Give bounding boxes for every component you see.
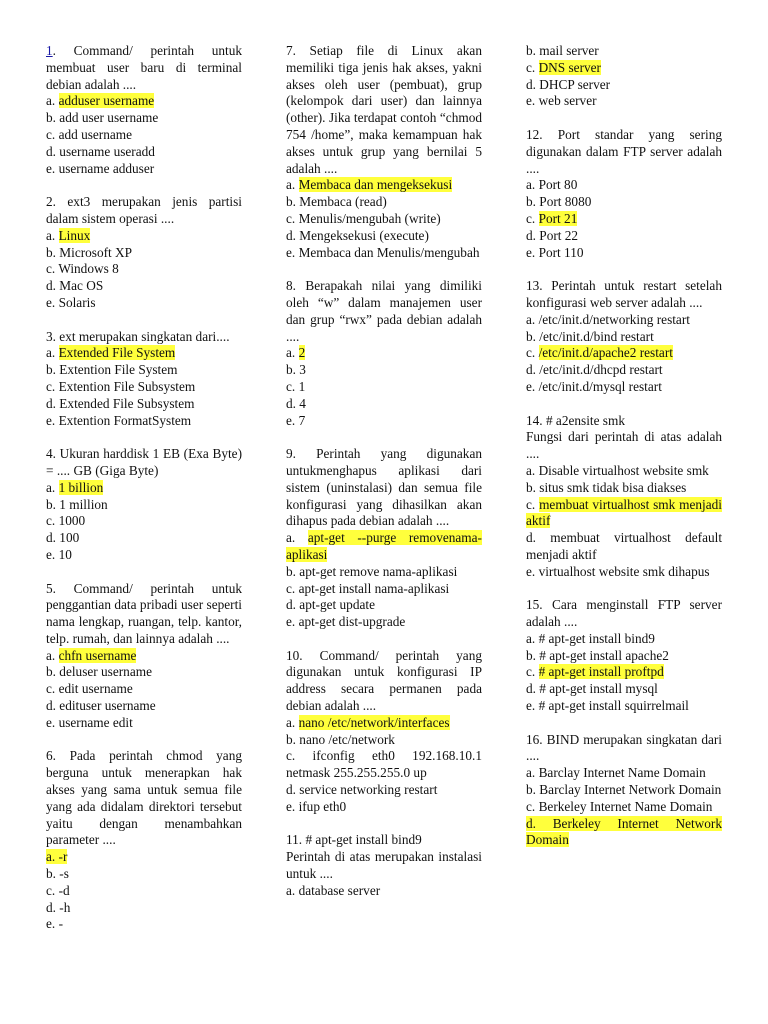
answer-option	[526, 799, 722, 816]
option-prefix: d.	[286, 395, 300, 411]
question-text: 15. Cara menginstall FTP server adalah ....	[526, 597, 722, 630]
option-prefix: c.	[286, 580, 299, 596]
answer-option	[526, 816, 722, 850]
question-stem	[46, 194, 242, 228]
answer-option	[46, 715, 242, 732]
question-block	[46, 446, 242, 564]
answer-option	[286, 597, 482, 614]
highlighted-answer: adduser username	[58, 93, 155, 109]
question-text: 8. Berapakah nilai yang dimiliki oleh “w” dalam manajemen user dan grup “rwx” pada debian adalah ....	[286, 278, 482, 344]
answer-option	[286, 396, 482, 413]
option-text: apt-get remove nama-aplikasi	[299, 563, 458, 579]
option-text: # apt-get install bind9	[538, 630, 655, 646]
option-prefix: d.	[46, 530, 60, 546]
question-text: 4. Ukuran harddisk 1 EB (Exa Byte) = .... GB (Giga Byte)	[46, 446, 242, 478]
answer-option	[286, 194, 482, 211]
question-stem	[46, 43, 242, 93]
option-prefix: e.	[46, 714, 59, 730]
question-text: 2. ext3 merupakan jenis partisi dalam sistem operasi ....	[46, 194, 242, 226]
option-prefix: e.	[46, 546, 59, 562]
answer-option	[46, 93, 242, 110]
question-block	[46, 43, 242, 177]
answer-option	[46, 547, 242, 564]
highlighted-answer: chfn username	[58, 647, 137, 663]
question-stem	[286, 648, 482, 715]
answer-option	[46, 480, 242, 497]
option-prefix: e.	[286, 798, 299, 814]
option-text: Solaris	[58, 294, 96, 310]
question-stem	[526, 413, 722, 463]
answer-option	[526, 329, 722, 346]
option-prefix: c.	[286, 378, 299, 394]
option-text: # apt-get install apache2	[539, 647, 669, 663]
answer-option	[46, 362, 242, 379]
option-prefix: c.	[46, 513, 59, 529]
answer-option	[526, 463, 722, 480]
answer-option	[46, 413, 242, 430]
answer-option	[286, 799, 482, 816]
question-stem	[286, 278, 482, 345]
option-prefix: b.	[526, 328, 540, 344]
question-stem	[286, 43, 482, 177]
option-prefix: a.	[526, 765, 539, 781]
question-text: 5. Command/ perintah untuk penggantian data pribadi user seperti nama lengkap, ruangan, telp. kantor, telp. rumah, dan lainnya adalah ....	[46, 580, 242, 646]
option-text: # apt-get install squirrelmail	[538, 698, 689, 714]
option-text: # apt-get install mysql	[539, 681, 658, 697]
option-prefix: a.	[46, 227, 59, 243]
option-prefix: b.	[526, 194, 540, 210]
answer-option	[286, 748, 482, 782]
highlighted-answer: a. -r	[46, 849, 68, 865]
option-prefix: c.	[526, 496, 540, 512]
question-block	[526, 597, 722, 715]
answer-option	[46, 278, 242, 295]
answer-option	[526, 60, 722, 77]
question-text: 7. Setiap file di Linux akan memiliki tiga jenis hak akses, yakni akses oleh user (pembuat), grup (kelompok dari user) dan lainnya (other). Jika terdapat contoh “chmod 754 /home”, maka kemampuan hak akses untuk grup yang bernilai 5 adalah ....	[286, 43, 482, 176]
option-text: /etc/init.d/mysql restart	[538, 378, 662, 394]
answer-option	[526, 782, 722, 799]
answer-option	[46, 883, 242, 900]
option-text: Port 22	[539, 227, 579, 243]
answer-option	[286, 732, 482, 749]
option-text: nano /etc/network	[299, 731, 395, 747]
answer-option	[286, 581, 482, 598]
option-text: 10	[58, 546, 72, 562]
highlighted-answer: apt-get --purge removenama-aplikasi	[286, 530, 482, 562]
answer-option	[526, 77, 722, 94]
question-block	[46, 194, 242, 312]
option-prefix: a.	[46, 479, 59, 495]
question-text: 3. ext merupakan singkatan dari....	[46, 328, 230, 344]
question-block	[46, 581, 242, 732]
option-text: 1	[298, 378, 306, 394]
option-prefix: e.	[46, 160, 59, 176]
answer-option	[286, 413, 482, 430]
option-prefix: c.	[526, 210, 539, 226]
answer-option	[526, 43, 722, 60]
option-prefix: b.	[286, 194, 300, 210]
option-prefix: d.	[286, 227, 300, 243]
option-prefix: c.	[526, 664, 539, 680]
option-text: -	[58, 916, 63, 932]
option-text: database server	[298, 882, 381, 898]
question-text: 16. BIND merupakan singkatan dari ....	[526, 731, 722, 764]
option-prefix: b.	[526, 782, 540, 798]
option-text: add username	[58, 126, 133, 142]
answer-option	[526, 530, 722, 564]
option-prefix: e.	[286, 412, 299, 428]
option-text: Membaca (read)	[299, 194, 387, 210]
option-prefix: d.	[526, 530, 551, 546]
answer-option	[286, 715, 482, 732]
option-prefix: d.	[526, 227, 540, 243]
option-prefix: d.	[526, 362, 540, 378]
option-text: username edit	[58, 714, 133, 730]
answer-option	[46, 664, 242, 681]
option-text: Extention File Subsystem	[58, 378, 196, 394]
option-prefix: c.	[286, 210, 299, 226]
answer-option	[526, 93, 722, 110]
option-prefix: b.	[286, 731, 300, 747]
option-prefix: a.	[286, 882, 299, 898]
answer-option	[526, 177, 722, 194]
highlighted-answer: membuat virtualhost smk menjadi aktif	[526, 496, 722, 529]
option-text: service networking restart	[299, 782, 438, 798]
option-text: -s	[59, 866, 69, 882]
answer-option	[46, 127, 242, 144]
question-block	[286, 446, 482, 631]
option-prefix: b.	[526, 43, 540, 58]
answer-option	[286, 211, 482, 228]
answer-option	[286, 345, 482, 362]
option-prefix: b.	[46, 496, 60, 512]
option-text: apt-get update	[299, 597, 375, 613]
answer-option	[46, 497, 242, 514]
answer-option	[526, 312, 722, 329]
question-block	[46, 748, 242, 933]
option-prefix: b.	[46, 362, 60, 378]
question-block	[286, 648, 482, 816]
option-prefix: e.	[526, 244, 539, 260]
answer-option	[286, 228, 482, 245]
option-prefix: d.	[46, 143, 60, 159]
answer-option	[46, 849, 242, 866]
answer-option	[526, 681, 722, 698]
option-text: Port 8080	[539, 194, 592, 210]
answer-option	[526, 648, 722, 665]
option-prefix: d.	[526, 681, 540, 697]
answer-option	[46, 900, 242, 917]
question-text: Fungsi dari perintah di atas adalah ....	[526, 429, 722, 462]
question-block	[286, 832, 482, 899]
option-text: add user username	[59, 110, 159, 126]
answer-option	[526, 480, 722, 497]
option-text: /etc/init.d/bind restart	[539, 328, 654, 344]
option-text: 100	[59, 530, 80, 546]
option-prefix: a.	[526, 630, 539, 646]
option-prefix: a.	[526, 177, 539, 193]
option-prefix: c.	[526, 798, 539, 814]
question-text: 9. Perintah yang digunakan untukmenghapus aplikasi dari sistem (uninstalasi) dan semua file konfigurasi yang dihasilkan akan dihapus pada debian adalah ....	[286, 446, 482, 529]
question-stem	[46, 748, 242, 849]
answer-option	[526, 345, 722, 362]
highlighted-answer: 2	[298, 345, 306, 361]
option-text: Extention FormatSystem	[58, 412, 192, 428]
highlighted-answer: 1 billion	[58, 479, 104, 495]
option-text: Extended File Subsystem	[59, 395, 195, 411]
option-prefix: a.	[46, 647, 59, 663]
question-block	[526, 127, 722, 261]
answer-option	[46, 144, 242, 161]
option-text: 1 million	[59, 496, 108, 512]
answer-option	[46, 295, 242, 312]
highlighted-answer: Extended File System	[58, 345, 176, 361]
answer-option	[526, 564, 722, 581]
option-prefix: c.	[46, 681, 59, 697]
answer-option	[286, 362, 482, 379]
question-block	[46, 329, 242, 430]
question-stem	[526, 732, 722, 766]
answer-option	[526, 664, 722, 681]
option-text: username adduser	[58, 160, 155, 176]
highlighted-answer: Port 21	[538, 210, 578, 226]
option-text: Mengeksekusi (execute)	[299, 227, 429, 243]
option-text: Berkeley Internet Name Domain	[538, 798, 713, 814]
option-prefix: e.	[46, 412, 59, 428]
question-stem	[46, 581, 242, 648]
question-stem	[526, 127, 722, 177]
option-prefix: b.	[46, 664, 60, 680]
answer-option	[526, 631, 722, 648]
option-prefix: d.	[286, 782, 300, 798]
question-stem	[286, 446, 482, 530]
question-block	[526, 413, 722, 581]
answer-option	[526, 245, 722, 262]
question-text: 10. Command/ perintah yang digunakan untuk konfigurasi IP address secara permanen pada debian adalah ....	[286, 647, 482, 714]
option-prefix: e.	[526, 93, 539, 109]
answer-option	[46, 345, 242, 362]
option-prefix: e.	[286, 614, 299, 630]
option-prefix: a.	[46, 345, 59, 361]
option-text: username useradd	[59, 143, 155, 159]
answer-option	[526, 211, 722, 228]
question-block	[286, 278, 482, 429]
answer-option	[526, 379, 722, 396]
option-prefix: e.	[46, 916, 59, 932]
answer-option	[286, 379, 482, 396]
answer-option	[286, 177, 482, 194]
highlighted-answer: /etc/init.d/apache2 restart	[538, 345, 673, 361]
option-prefix: b.	[286, 362, 300, 378]
option-text: Extention File System	[59, 362, 178, 378]
option-text: Microsoft XP	[59, 244, 133, 260]
option-prefix: b.	[526, 479, 540, 495]
option-prefix: d.	[526, 76, 540, 92]
option-prefix: b.	[526, 647, 540, 663]
option-prefix: e.	[526, 698, 539, 714]
question-stem	[526, 597, 722, 631]
column-1	[46, 43, 242, 950]
option-text: deluser username	[59, 664, 152, 680]
option-text: ifup eth0	[298, 798, 347, 814]
answer-option	[526, 228, 722, 245]
highlighted-answer: d. Berkeley Internet Network Domain	[526, 815, 722, 848]
option-prefix: e.	[46, 294, 59, 310]
option-text: ifconfig eth0 192.168.10.1 netmask 255.255.255.0 up	[286, 748, 482, 781]
answer-option	[526, 497, 722, 531]
question-text: 11. # apt-get install bind9	[286, 832, 422, 848]
option-text: situs smk tidak bisa diakses	[539, 479, 687, 495]
option-text: Barclay Internet Name Domain	[538, 765, 706, 781]
answer-option	[46, 261, 242, 278]
option-prefix: c.	[46, 261, 59, 277]
option-text: 7	[298, 412, 306, 428]
option-prefix: e.	[526, 378, 539, 394]
question-text: Perintah di atas merupakan instalasi untuk ....	[286, 849, 482, 882]
answer-option	[526, 698, 722, 715]
question-stem	[286, 832, 482, 882]
option-prefix: a.	[286, 530, 308, 546]
highlighted-answer: DNS server	[538, 59, 601, 75]
question-block	[526, 43, 722, 110]
question-text: . Command/ perintah untuk membuat user baru di terminal debian adalah ....	[46, 43, 242, 92]
highlighted-answer: Membaca dan mengeksekusi	[298, 177, 453, 193]
answer-option	[286, 782, 482, 799]
option-text: /etc/init.d/networking restart	[538, 311, 690, 327]
option-prefix: c.	[526, 59, 539, 75]
answer-option	[286, 883, 482, 900]
answer-option	[46, 698, 242, 715]
question-block	[526, 278, 722, 396]
answer-option	[46, 396, 242, 413]
option-text: edituser username	[59, 698, 156, 714]
question-block	[526, 732, 722, 850]
option-prefix: a.	[526, 462, 539, 478]
question-stem	[46, 446, 242, 480]
question-stem	[526, 278, 722, 312]
answer-option	[286, 614, 482, 631]
option-prefix: a.	[526, 311, 539, 327]
option-text: Windows 8	[58, 261, 119, 277]
answer-option	[46, 681, 242, 698]
option-text: 4	[299, 395, 306, 411]
option-prefix: e.	[526, 563, 539, 579]
answer-option	[46, 110, 242, 127]
option-prefix: b.	[46, 244, 60, 260]
option-text: /etc/init.d/dhcpd restart	[539, 362, 663, 378]
option-text: -h	[59, 899, 71, 915]
option-prefix: c.	[46, 126, 59, 142]
option-prefix: c.	[526, 345, 539, 361]
question-stem	[46, 329, 242, 346]
option-prefix: a.	[286, 177, 299, 193]
column-2	[286, 43, 482, 916]
option-prefix: d.	[286, 597, 300, 613]
option-prefix: c.	[286, 748, 313, 764]
answer-option	[286, 564, 482, 581]
option-text: Mac OS	[59, 278, 104, 294]
answer-option	[46, 866, 242, 883]
question-text: 6. Pada perintah chmod yang berguna untuk menerapkan hak akses yang sama untuk semua file yang ada didalam direktori tersebut yaitu dengan menambahkan parameter ....	[46, 748, 242, 848]
option-prefix: d.	[46, 899, 60, 915]
answer-option	[286, 245, 482, 262]
option-prefix: c.	[46, 378, 59, 394]
option-prefix: d.	[46, 395, 60, 411]
option-text: web server	[538, 93, 597, 109]
answer-option	[286, 530, 482, 564]
option-text: Port 80	[538, 177, 578, 193]
option-text: mail server	[539, 43, 599, 58]
answer-option	[526, 194, 722, 211]
question-block	[286, 43, 482, 261]
highlighted-answer: Linux	[58, 227, 91, 243]
option-prefix: a.	[46, 93, 59, 109]
option-text: Port 110	[538, 244, 584, 260]
option-prefix: d.	[46, 698, 60, 714]
answer-option	[46, 648, 242, 665]
answer-option	[526, 765, 722, 782]
question-text: 13. Perintah untuk restart setelah konfigurasi web server adalah ....	[526, 278, 722, 310]
answer-option	[46, 228, 242, 245]
option-prefix: a.	[286, 714, 299, 730]
option-text: -d	[58, 882, 70, 898]
option-prefix: c.	[46, 882, 59, 898]
option-text: Barclay Internet Network Domain	[539, 782, 722, 798]
question-text: 12. Port standar yang sering digunakan dalam FTP server adalah ....	[526, 126, 722, 176]
answer-option	[46, 530, 242, 547]
highlighted-answer: nano /etc/network/interfaces	[298, 714, 450, 730]
answer-option	[46, 916, 242, 933]
answer-option	[46, 161, 242, 178]
option-text: 1000	[58, 513, 86, 529]
option-prefix: a.	[286, 345, 299, 361]
option-text: apt-get dist-upgrade	[298, 614, 406, 630]
option-text: apt-get install nama-aplikasi	[298, 580, 450, 596]
option-text: DHCP server	[539, 76, 611, 92]
option-text: Disable virtualhost website smk	[538, 462, 709, 478]
option-text: virtualhost website smk dihapus	[538, 563, 710, 579]
question-text: 14. # a2ensite smk	[526, 412, 625, 428]
question-number: 1	[46, 43, 53, 58]
option-text: Menulis/mengubah (write)	[298, 210, 441, 226]
column-3	[526, 43, 722, 866]
option-text: membuat virtualhost default menjadi aktif	[526, 530, 723, 562]
option-text: edit username	[58, 681, 133, 697]
answer-option	[46, 513, 242, 530]
option-prefix: e.	[286, 244, 299, 260]
option-text: Membaca dan Menulis/mengubah	[298, 244, 480, 260]
option-prefix: b.	[286, 563, 300, 579]
option-prefix: b.	[46, 110, 60, 126]
answer-option	[46, 379, 242, 396]
answer-option	[526, 362, 722, 379]
answer-option	[46, 245, 242, 262]
option-text: 3	[299, 362, 306, 378]
option-prefix: d.	[46, 278, 60, 294]
highlighted-answer: # apt-get install proftpd	[538, 664, 664, 680]
option-prefix: b.	[46, 866, 60, 882]
